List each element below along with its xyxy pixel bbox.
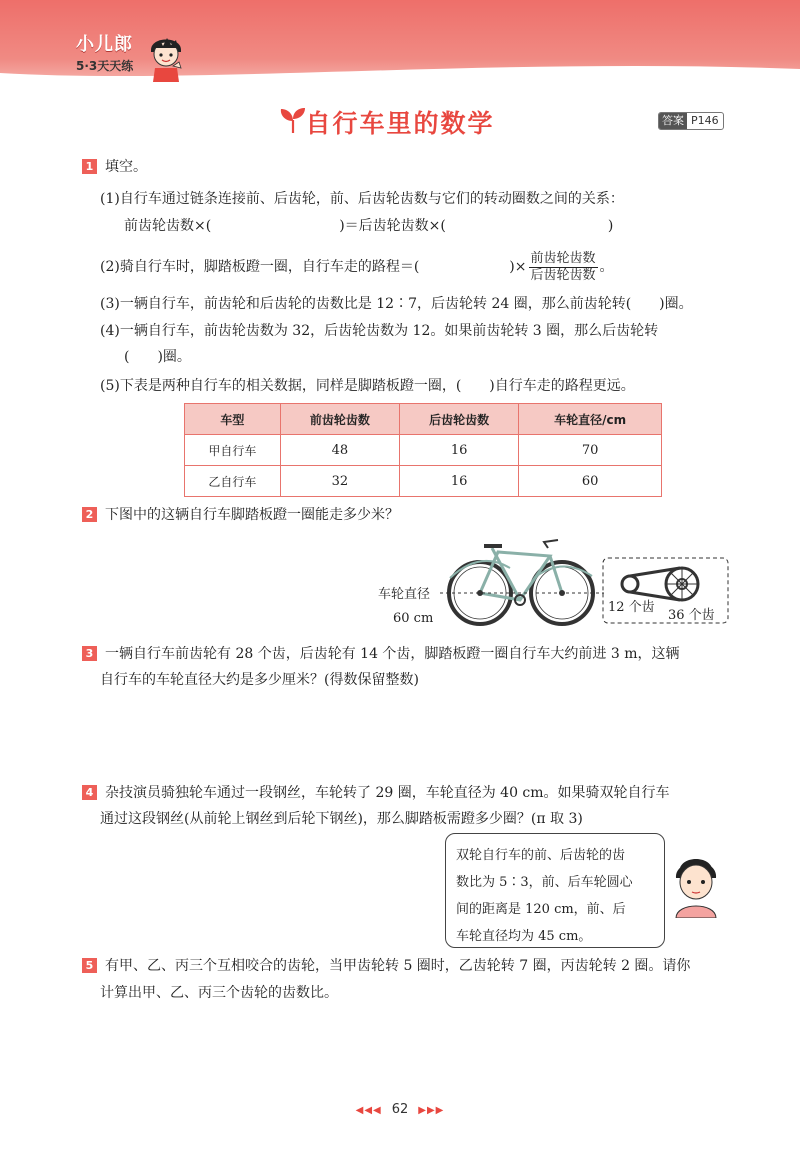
- q5-line2: 计算出甲、乙、丙三个齿轮的齿数比。: [100, 985, 338, 1001]
- hint-speech-bubble: [445, 833, 665, 948]
- q4-text-1: 杂技演员骑独轮车通过一段钢丝，车轮转了 29 圈，车轮直径为 40 cm。如果骑双轮自行车: [105, 785, 670, 801]
- q4-number: 4: [82, 785, 97, 800]
- q4-line1: [82, 783, 670, 803]
- table-header-cell: 车轮直径/cm: [519, 404, 662, 435]
- table-header-cell: 车型: [185, 404, 281, 435]
- table-cell: 32: [280, 466, 399, 497]
- q1-number: 1: [82, 159, 97, 174]
- table-cell: 60: [519, 466, 662, 497]
- q5-text-1: 有甲、乙、丙三个互相咬合的齿轮，当甲齿轮转 5 圈时，乙齿轮转 7 圈，丙齿轮转 2 圈。请你: [105, 958, 691, 974]
- q1-s2-end: 。: [599, 259, 614, 275]
- page-title: 自行车里的数学: [305, 109, 495, 138]
- q1-s2: [100, 250, 614, 284]
- mascot-boy-icon: [145, 30, 187, 82]
- q3-line2: 自行车的车轮直径大约是多少厘米？(得数保留整数): [100, 672, 419, 688]
- q3-number: 3: [82, 646, 97, 661]
- q1-s4-line1: (4)一辆自行车，前齿轮齿数为 32，后齿轮齿数为 12。如果前齿轮转 3 圈，那么后齿轮转: [100, 323, 659, 339]
- brand-name: 小儿郎: [76, 34, 133, 55]
- q1-s2-part-b: )×: [509, 259, 527, 275]
- hint-line: 数比为 5∶3，前、后车轮圆心: [456, 875, 633, 890]
- hint-line: 车轮直径均为 45 cm。: [456, 929, 592, 944]
- q2-text: 下图中的这辆自行车脚踏板蹬一圈能走多少米？: [105, 507, 399, 523]
- table-cell: 48: [280, 435, 399, 466]
- hint-line: 双轮自行车的前、后齿轮的齿: [456, 848, 626, 863]
- q1-s1-part-c: ): [607, 218, 614, 234]
- wheel-diameter-label: 车轮直径: [378, 587, 431, 602]
- q1-s2-part-a: (2)骑自行车时，脚踏板蹬一圈，自行车走的路程＝(: [100, 259, 420, 275]
- table-cell: 甲自行车: [185, 435, 281, 466]
- q1-s1-part-a: 前齿轮齿数×(: [124, 218, 212, 234]
- q4-line2: 通过这段钢丝(从前轮上钢丝到后轮下钢丝)，那么脚踏板需蹬多少圈？(π 取 3): [100, 811, 583, 827]
- right-arrows-icon: ▶▶▶: [418, 1105, 445, 1116]
- answer-page: P146: [691, 114, 719, 127]
- table-header-row: [185, 404, 662, 435]
- left-arrows-icon: ◀◀◀: [355, 1105, 382, 1116]
- q5-line1: [82, 956, 690, 976]
- q1-s1-line1: (1)自行车通过链条连接前、后齿轮，前、后齿轮齿数与它们的转动圈数之间的关系：: [100, 191, 624, 207]
- table-cell: 70: [519, 435, 662, 466]
- q1-s5: (5)下表是两种自行车的相关数据，同样是脚踏板蹬一圈，( )自行车走的路程更远。: [100, 378, 635, 394]
- q3-text-1: 一辆自行车前齿轮有 28 个齿，后齿轮有 14 个齿，脚踏板蹬一圈自行车大约前进 3 m，这辆: [105, 646, 680, 662]
- brand-logo: [76, 30, 133, 74]
- sprout-icon: [278, 106, 308, 134]
- q1-s1-line2: [124, 216, 613, 236]
- page-footer: [0, 1102, 800, 1117]
- q2-row: [82, 505, 399, 525]
- q2-number: 2: [82, 507, 97, 522]
- hint-line: 间的距离是 120 cm，前、后: [456, 902, 626, 917]
- gear-ratio-fraction: [529, 251, 598, 284]
- q1-s1-part-b: )＝后齿轮齿数×(: [339, 218, 446, 234]
- answer-reference: [658, 112, 724, 130]
- small-gear-label: 12 个齿: [608, 600, 655, 615]
- q5-number: 5: [82, 958, 97, 973]
- page-number: 62: [391, 1102, 409, 1117]
- answer-label: 答案: [659, 113, 687, 129]
- table-header-cell: 前齿轮齿数: [280, 404, 399, 435]
- q3-line1: [82, 644, 680, 664]
- q1-prompt-row: [82, 157, 147, 177]
- q1-s3: (3)一辆自行车，前齿轮和后齿轮的齿数比是 12∶7，后齿轮转 24 圈，那么前齿轮转( )圈。: [100, 296, 693, 312]
- table-cell: 乙自行车: [185, 466, 281, 497]
- table-row: [185, 435, 662, 466]
- large-gear-label: 36 个齿: [668, 608, 715, 623]
- fraction-denominator: 后齿轮齿数: [530, 267, 596, 283]
- bike-data-table: [184, 403, 662, 497]
- boy-character-icon: [668, 852, 724, 918]
- brand-subtitle: 5·3天天练: [76, 59, 134, 73]
- q1-prompt: 填空。: [105, 159, 147, 175]
- fraction-numerator: 前齿轮齿数: [530, 250, 596, 266]
- table-row: [185, 466, 662, 497]
- q1-s4-line2: ( )圈。: [124, 349, 191, 365]
- table-cell: 16: [400, 466, 519, 497]
- wheel-diameter-value: 60 cm: [393, 611, 434, 626]
- table-header-cell: 后齿轮齿数: [400, 404, 519, 435]
- table-cell: 16: [400, 435, 519, 466]
